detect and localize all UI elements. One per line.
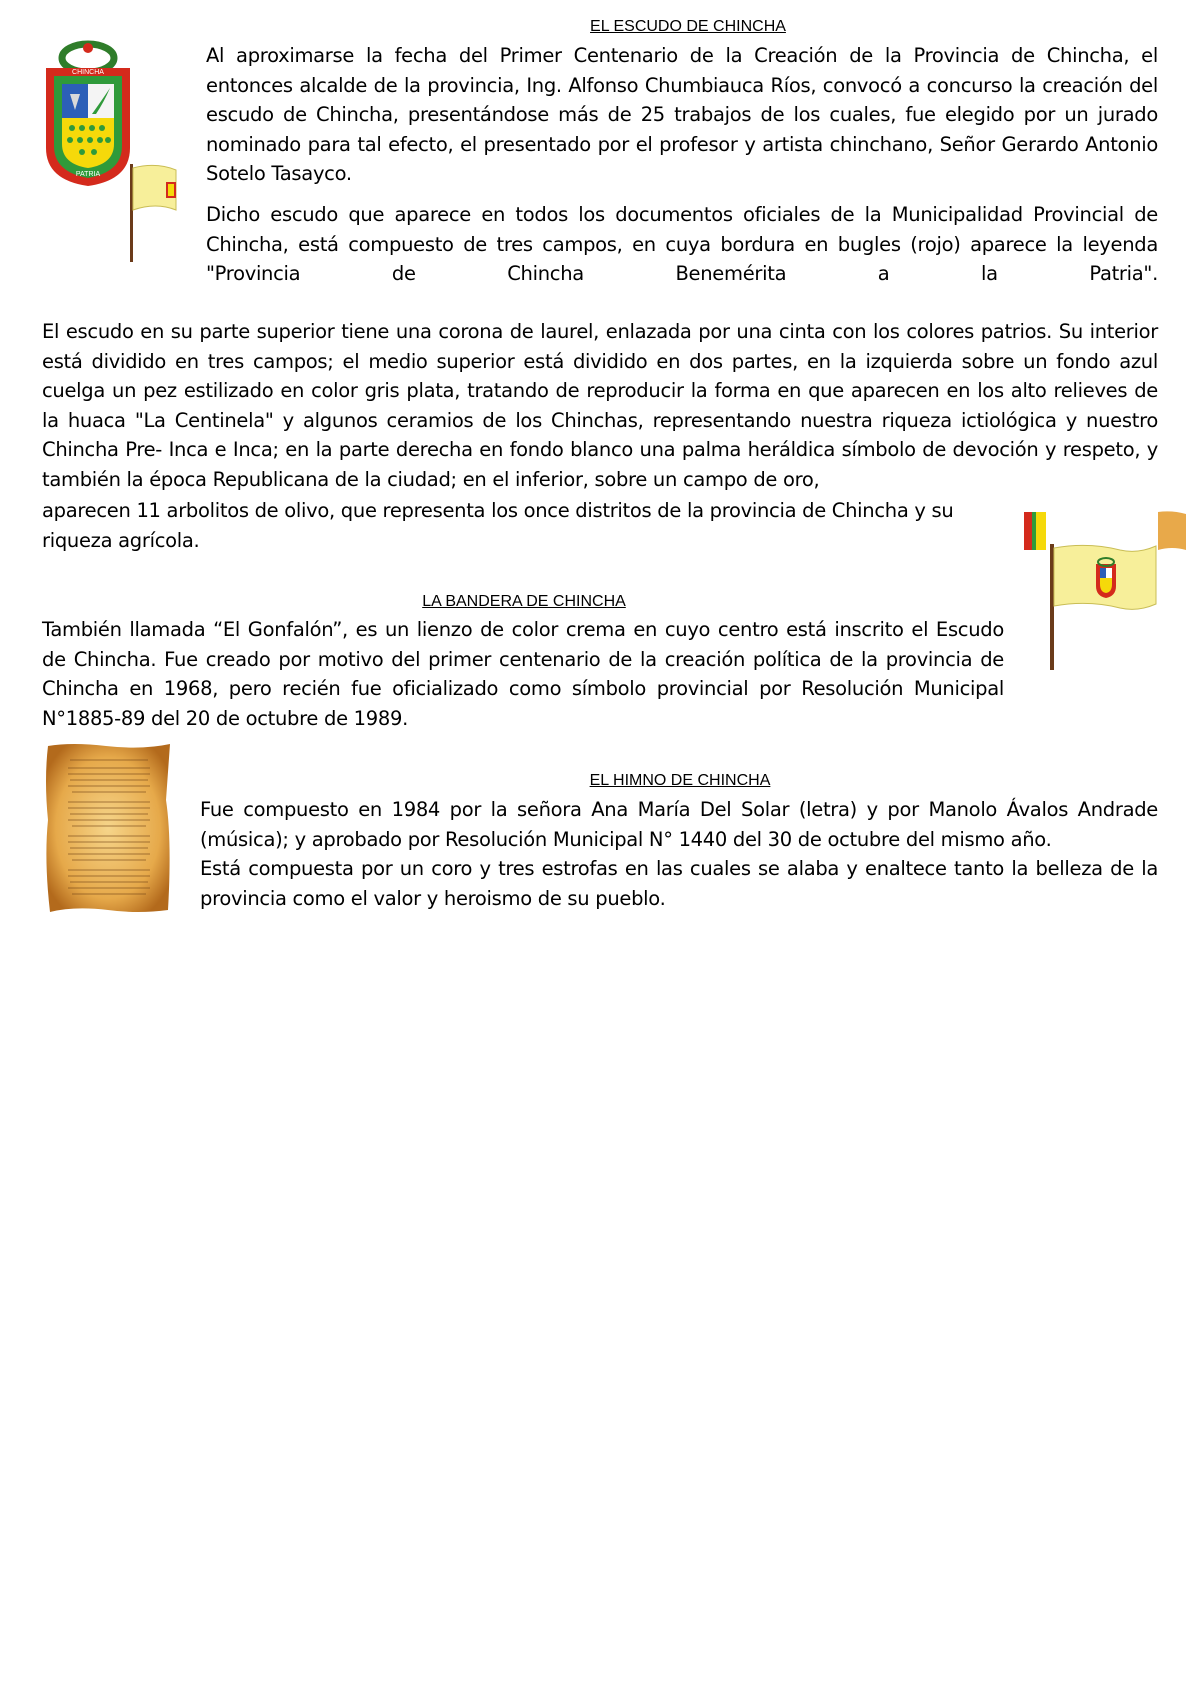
- himno-paragraph-2: Está compuesta por un coro y tres estrofas en las cuales se alaba y enaltece tanto la belleza de la provincia como el valor y heroismo de su pueblo.: [200, 857, 1158, 910]
- bandera-heading: LA BANDERA DE CHINCHA: [422, 593, 626, 610]
- coat-of-arms-image: [40, 40, 136, 188]
- flag-image-large: [1048, 540, 1160, 672]
- himno-heading: EL HIMNO DE CHINCHA: [589, 772, 771, 789]
- flag-image-small: [126, 160, 190, 264]
- escudo-heading: EL ESCUDO DE CHINCHA: [590, 18, 786, 35]
- escudo-description-paragraph: El escudo en su parte superior tiene una corona de laurel, enlazada por una cinta con los colores patrios. Su interior está dividido en tres campos; el medio superior está dividido en dos partes, en la izquierda sobre un fondo azul cuelga un pez estilizado en color gris plata, tratando de reproducir la forma en que aparecen en los alto relieves de la huaca "La Centinela" y algunos ceramios de los Chinchas, representando nuestra riqueza ictiológica y nuestro Chincha Pre- Inca e Inca; en la parte derecha en fondo blanco una palma heráldica símbolo de devoción y respeto, y también la época Republicana de la ciudad; en el inferior, sobre un campo de oro,: [42, 320, 1158, 491]
- hymn-scroll-image: [42, 740, 176, 916]
- himno-paragraph-1: Fue compuesto en 1984 por la señora Ana María Del Solar (letra) y por Manolo Ávalos Andrade (música); y aprobado por Resolución Municipal N° 1440 del 30 de octubre del mismo año.: [200, 798, 1158, 851]
- escudo-composition-paragraph: Dicho escudo que aparece en todos los documentos oficiales de la Municipalidad Provincial de Chincha, está compuesto de tres campos, en cuya bordura en bugles (rojo) aparece la leyenda "Provincia de Chincha Benemérita a la Patria".: [206, 203, 1158, 285]
- bandera-paragraph: También llamada “El Gonfalón”, es un lienzo de color crema en cuyo centro está inscrito el Escudo de Chincha. Fue creado por motivo del primer centenario de la creación política de la provincia de Chincha en 1968, pero recién fue oficializado como símbolo provincial por Resolución Municipal N°1885-89 del 20 de octubre de 1989.: [42, 618, 1004, 730]
- shield-label-bottom: PATRIA: [75, 171, 101, 178]
- escudo-description-end-paragraph: aparecen 11 arbolitos de olivo, que representa los once distritos de la provincia de Chincha y su riqueza agrícola.: [42, 499, 954, 552]
- flag-edge-right-image: [1156, 510, 1188, 554]
- shield-label-top: CHINCHA: [72, 69, 104, 76]
- escudo-intro-paragraph: Al aproximarse la fecha del Primer Centenario de la Creación de la Provincia de Chincha, el entonces alcalde de la provincia, Ing. Alfonso Chumbiauca Ríos, convocó a concurso la creación del escudo de Chincha, presentándose más de 25 trabajos de los cuales, fue elegido por un jurado nominado para tal efecto, el presentado por el profesor y artista chinchano, Señor Gerardo Antonio Sotelo Tasayco.: [206, 44, 1158, 185]
